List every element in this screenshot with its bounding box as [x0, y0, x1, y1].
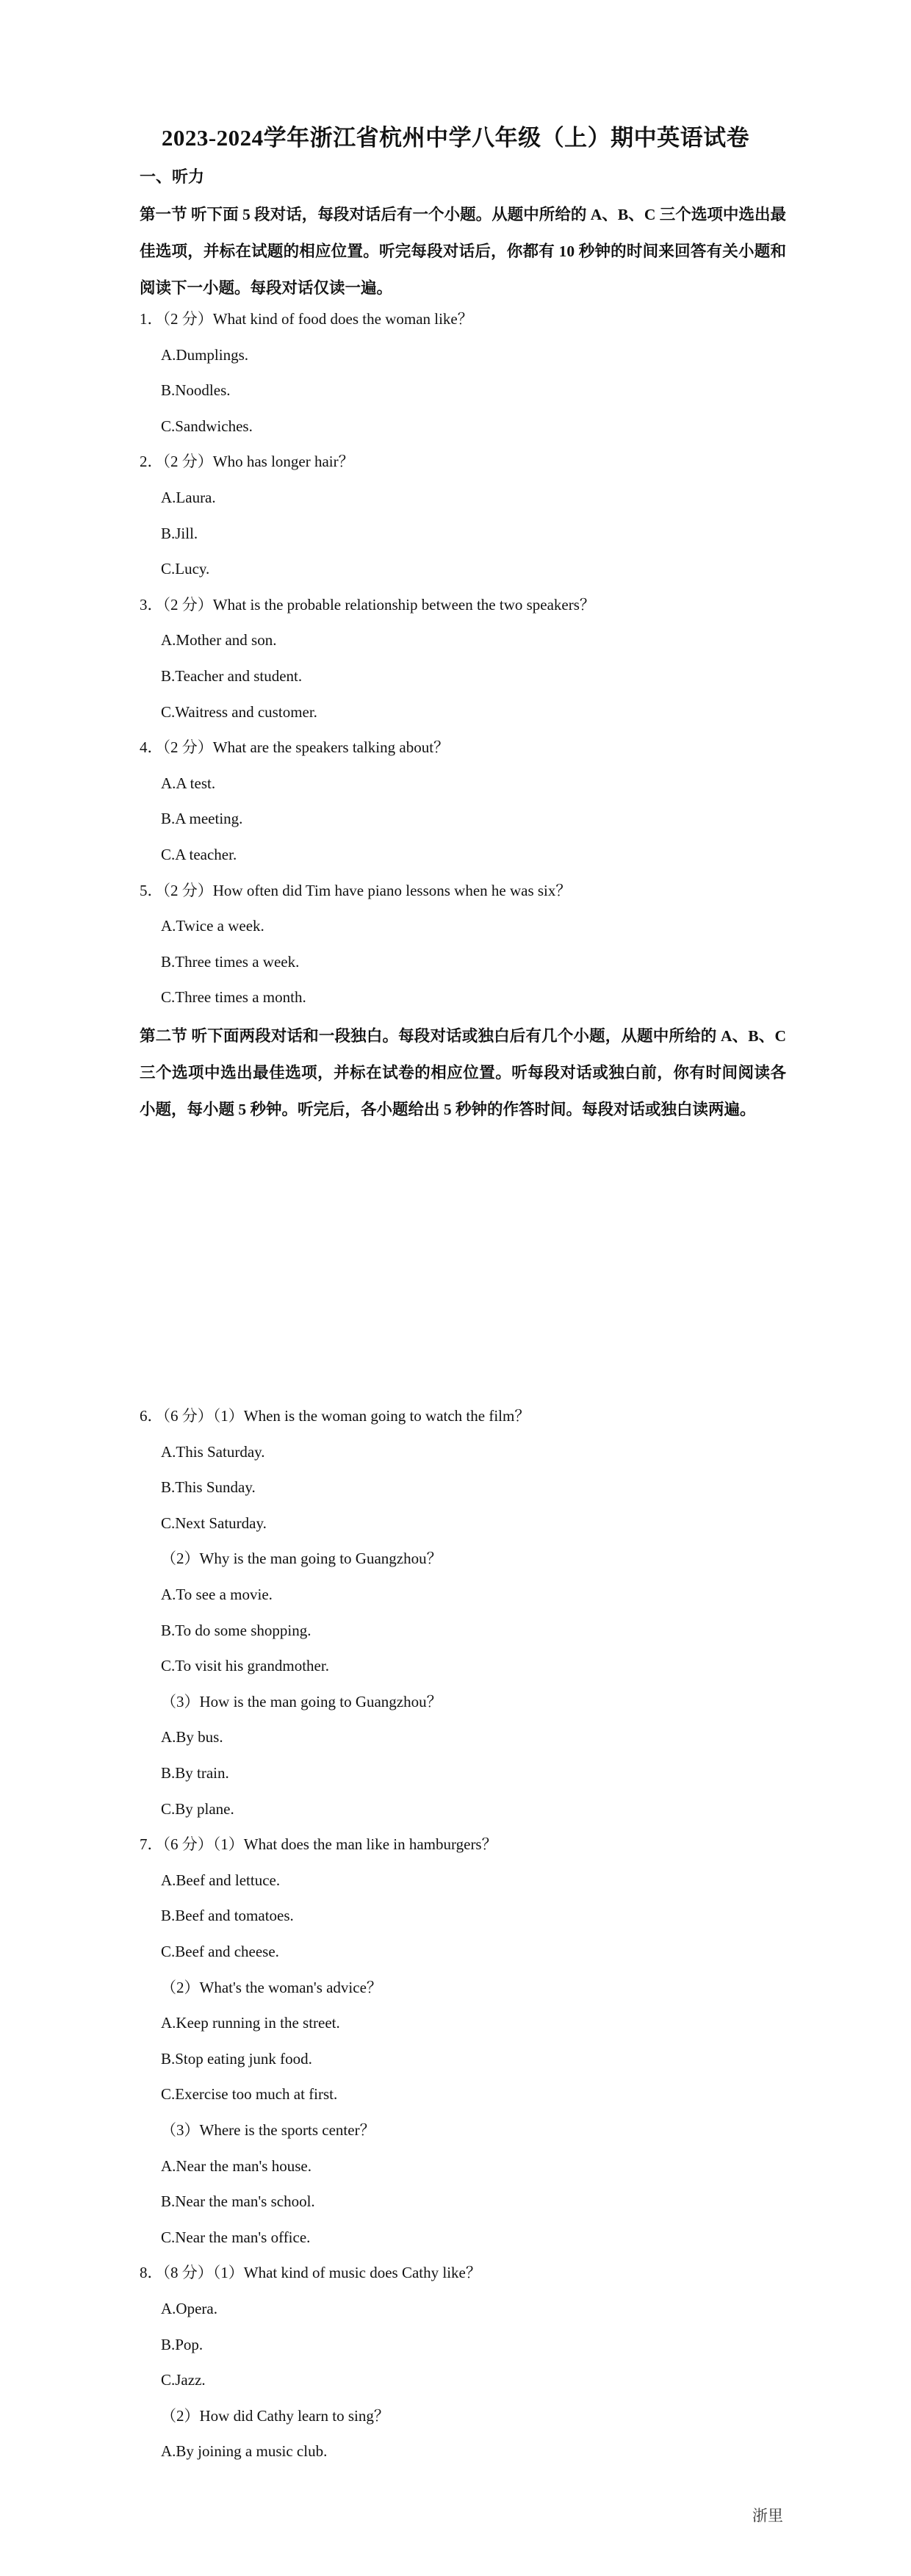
- answer-option: A.This Saturday.: [161, 1442, 265, 1461]
- answer-option: C.Waitress and customer.: [161, 702, 317, 721]
- answer-option: A.To see a movie.: [161, 1586, 273, 1603]
- answer-option: A.By bus.: [161, 1728, 223, 1746]
- answer-option: B.To do some shopping.: [161, 1621, 312, 1639]
- exam-title: 2023-2024学年浙江省杭州中学八年级（上）期中英语试卷: [161, 125, 750, 151]
- part-heading: 一、听力: [140, 168, 205, 186]
- answer-option: C.Lucy.: [161, 560, 210, 578]
- answer-option: C.To visit his grandmother.: [161, 1657, 329, 1675]
- sub-question-stem: （3）Where is the sports center？: [161, 2121, 375, 2139]
- answer-option: A.Near the man's house.: [161, 2156, 312, 2175]
- question-stem: 5．（2 分）How often did Tim have piano lessons when he was six？: [140, 881, 572, 899]
- question-stem: 3．（2 分）What is the probable relationship between the two speakers？: [140, 595, 595, 614]
- answer-option: A.Opera.: [161, 2300, 217, 2317]
- answer-option: C.Next Saturday.: [161, 1514, 267, 1532]
- answer-option: B.Jill.: [161, 524, 198, 542]
- sub-question-stem: （2）Why is the man going to Guangzhou？: [161, 1550, 442, 1568]
- answer-option: B.By train.: [161, 1764, 229, 1782]
- answer-option: A.Mother and son.: [161, 631, 277, 650]
- answer-option: C.A teacher.: [161, 846, 237, 863]
- answer-option: C.Near the man's office.: [161, 2228, 311, 2246]
- answer-option: C.Exercise too much at first.: [161, 2085, 338, 2104]
- answer-option: A.Keep running in the street.: [161, 2014, 340, 2032]
- answer-option: A.Laura.: [161, 489, 216, 506]
- answer-option: C.Beef and cheese.: [161, 1943, 279, 1960]
- answer-option: B.This Sunday.: [161, 1478, 256, 1497]
- answer-option: C.Sandwiches.: [161, 417, 253, 435]
- answer-option: C.By plane.: [161, 1799, 234, 1818]
- answer-option: A.Beef and lettuce.: [161, 1871, 281, 1889]
- question-stem: 2．（2 分）Who has longer hair？: [140, 453, 354, 471]
- page-footer: 浙里: [752, 2507, 783, 2525]
- question-stem: 6．（6 分）（1）When is the woman going to watch the film？: [140, 1407, 530, 1425]
- question-stem: 1．（2 分）What kind of food does the woman like？: [140, 310, 473, 328]
- section-1-instructions: 第一节 听下面 5 段对话，每段对话后有一个小题。从题中所给的 A、B、C 三个选项中选出最佳选项，并标在试题的相应位置。听完每段对话后，你都有 10 秒钟的时间来回答有关小题和阅读下一小题。每段对话仅读一遍。: [140, 206, 786, 297]
- answer-option: B.Noodles.: [161, 381, 231, 400]
- answer-option: B.Stop eating junk food.: [161, 2049, 312, 2068]
- sub-question-stem: （2）What's the woman's advice？: [161, 1978, 382, 1996]
- sub-question-stem: （3）How is the man going to Guangzhou？: [161, 1692, 442, 1710]
- answer-option: B.Beef and tomatoes.: [161, 1907, 294, 1925]
- answer-option: A.Twice a week.: [161, 917, 264, 935]
- answer-option: B.Three times a week.: [161, 952, 300, 971]
- answer-option: A.By joining a music club.: [161, 2442, 328, 2461]
- section-2-instructions: 第二节 听下面两段对话和一段独白。每段对话或独白后有几个小题，从题中所给的 A、B、C 三个选项中选出最佳选项，并标在试卷的相应位置。听每段对话或独白前，你有时间阅读各小题，每小题 5 秒钟。听完后，各小题给出 5 秒钟的作答时间。每段对话或独白读两遍。: [140, 1027, 786, 1118]
- question-stem: 7．（6 分）（1）What does the man like in hamburgers？: [140, 1835, 497, 1854]
- answer-option: B.Near the man's school.: [161, 2192, 315, 2211]
- sub-question-stem: （2）How did Cathy learn to sing？: [161, 2406, 389, 2425]
- answer-option: C.Three times a month.: [161, 988, 306, 1007]
- answer-option: C.Jazz.: [161, 2371, 206, 2389]
- answer-option: B.A meeting.: [161, 810, 243, 828]
- answer-option: B.Pop.: [161, 2335, 204, 2353]
- answer-option: B.Teacher and student.: [161, 667, 303, 685]
- answer-option: A.A test.: [161, 774, 216, 792]
- question-stem: 8．（8 分）（1）What kind of music does Cathy like？: [140, 2264, 481, 2282]
- question-stem: 4．（2 分）What are the speakers talking about？: [140, 738, 450, 757]
- answer-option: A.Dumplings.: [161, 345, 249, 364]
